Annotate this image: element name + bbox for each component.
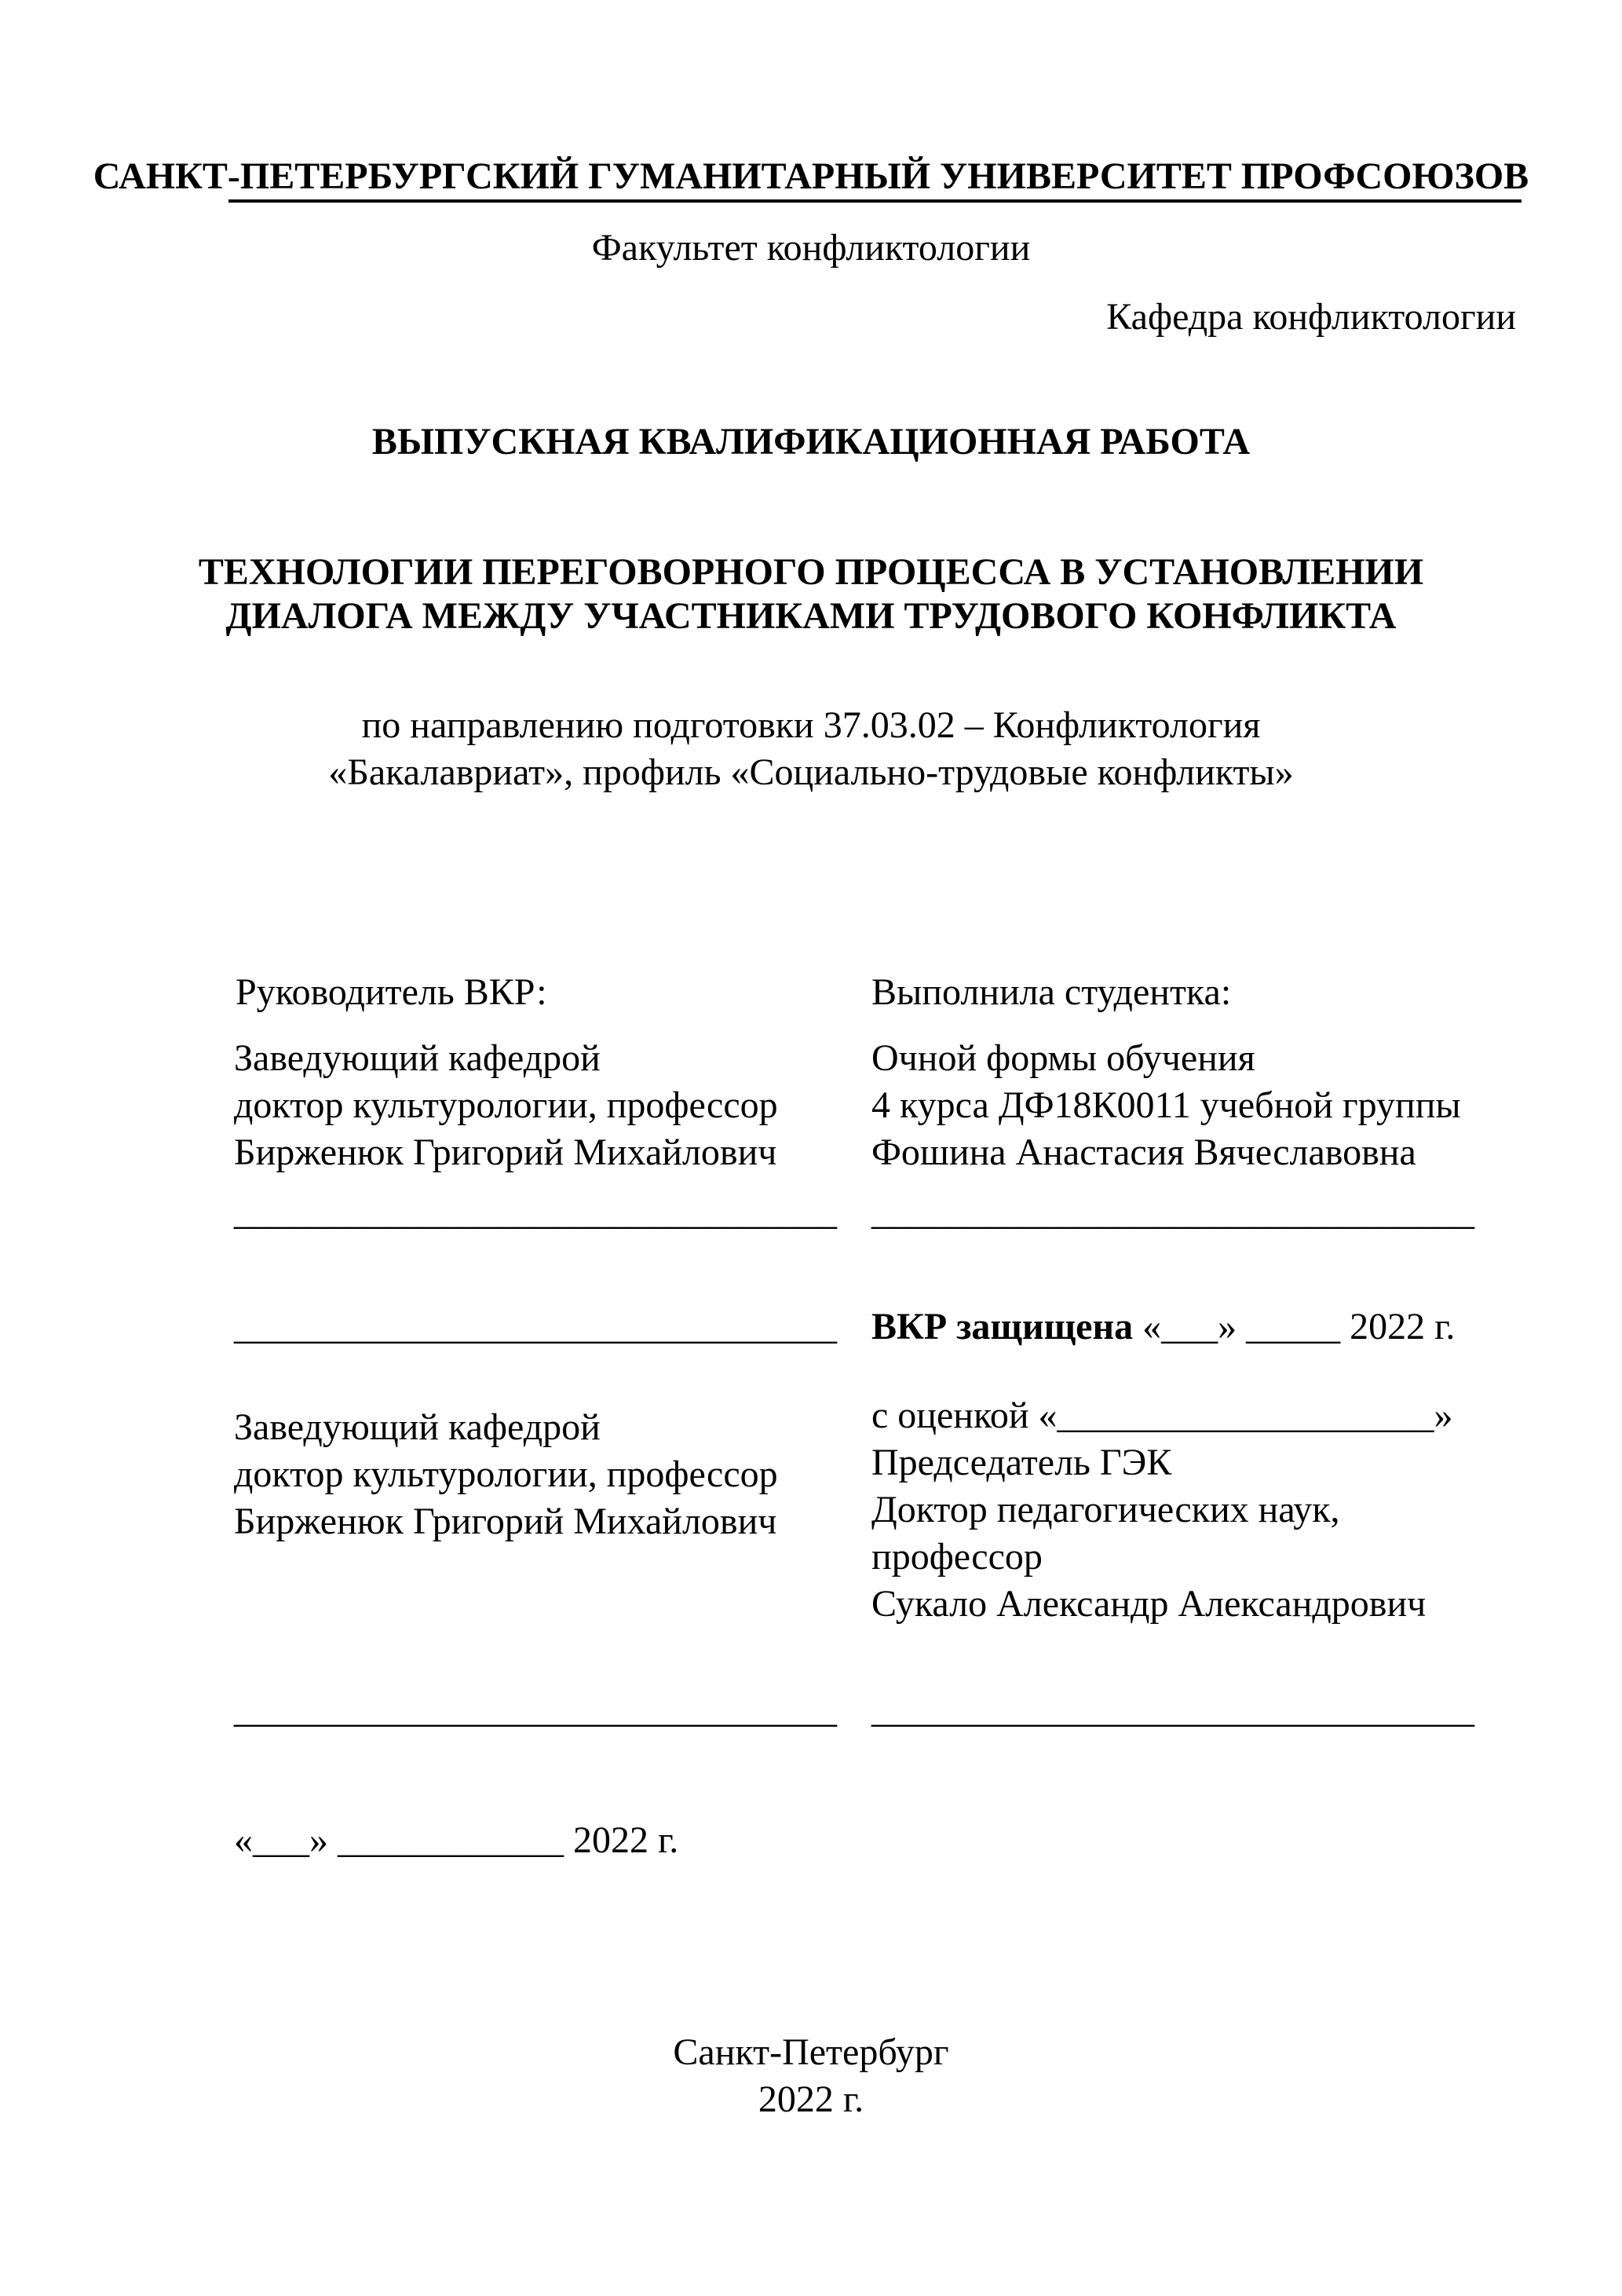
supervisor-signature-line: ________________________________ <box>234 1191 837 1233</box>
work-type: ВЫПУСКНАЯ КВАЛИФИКАЦИОННАЯ РАБОТА <box>371 421 1251 462</box>
chair-name: Сукало Александр Александрович <box>871 1583 1427 1625</box>
supervisor-name: Бирженюк Григорий Михайлович <box>234 1132 777 1173</box>
supervisor-position: Заведующий кафедрой <box>234 1037 601 1079</box>
direction-line-2: «Бакалавриат», профиль «Социально-трудовые конфликты» <box>328 751 1294 793</box>
student-label: Выполнила студентка: <box>871 971 1232 1013</box>
defense-line <box>871 1303 1455 1351</box>
head-signature-line: ________________________________ <box>234 1689 837 1731</box>
university-name: САНКТ-ПЕТЕРБУРГСКИЙ ГУМАНИТАРНЫЙ УНИВЕРСИТЕТ ПРОФСОЮЗОВ <box>93 155 1529 197</box>
head-name: Бирженюк Григорий Михайлович <box>234 1501 777 1542</box>
title-line-1: ТЕХНОЛОГИИ ПЕРЕГОВОРНОГО ПРОЦЕССА В УСТАНОВЛЕНИИ <box>198 551 1424 593</box>
chair-degree: Доктор педагогических наук, <box>871 1489 1340 1530</box>
student-group: 4 курса ДФ18К0011 учебной группы <box>871 1084 1461 1126</box>
header-rule <box>228 199 1522 203</box>
city: Санкт-Петербург <box>673 2031 949 2073</box>
direction-line-1: по направлению подготовки 37.03.02 – Конфликтология <box>361 704 1261 746</box>
student-signature-line: ________________________________ <box>871 1191 1474 1233</box>
defense-date: «___» _____ 2022 г. <box>1133 1306 1456 1347</box>
supervisor-label: Руководитель ВКР: <box>236 971 547 1013</box>
chair-rank: профессор <box>871 1536 1043 1578</box>
grade-line: с оценкой «____________________» <box>871 1395 1453 1436</box>
year: 2022 г. <box>758 2078 864 2120</box>
date-line: «___» ____________ 2022 г. <box>234 1819 679 1861</box>
title-line-2: ДИАЛОГА МЕЖДУ УЧАСТНИКАМИ ТРУДОВОГО КОНФЛИКТА <box>225 595 1397 637</box>
department: Кафедра конфликтологии <box>1106 296 1516 338</box>
signature-line: ________________________________ <box>234 1306 837 1347</box>
defense-label: ВКР защищена <box>871 1306 1134 1347</box>
student-name: Фошина Анастасия Вячеславовна <box>871 1132 1416 1173</box>
head-position: Заведующий кафедрой <box>234 1406 601 1448</box>
study-form: Очной формы обучения <box>871 1037 1255 1079</box>
chair-title: Председатель ГЭК <box>871 1442 1172 1483</box>
faculty: Факультет конфликтологии <box>591 227 1031 269</box>
head-degree: доктор культурологии, профессор <box>234 1453 778 1495</box>
chair-signature-line: ________________________________ <box>871 1689 1474 1731</box>
supervisor-degree: доктор культурологии, профессор <box>234 1084 778 1126</box>
